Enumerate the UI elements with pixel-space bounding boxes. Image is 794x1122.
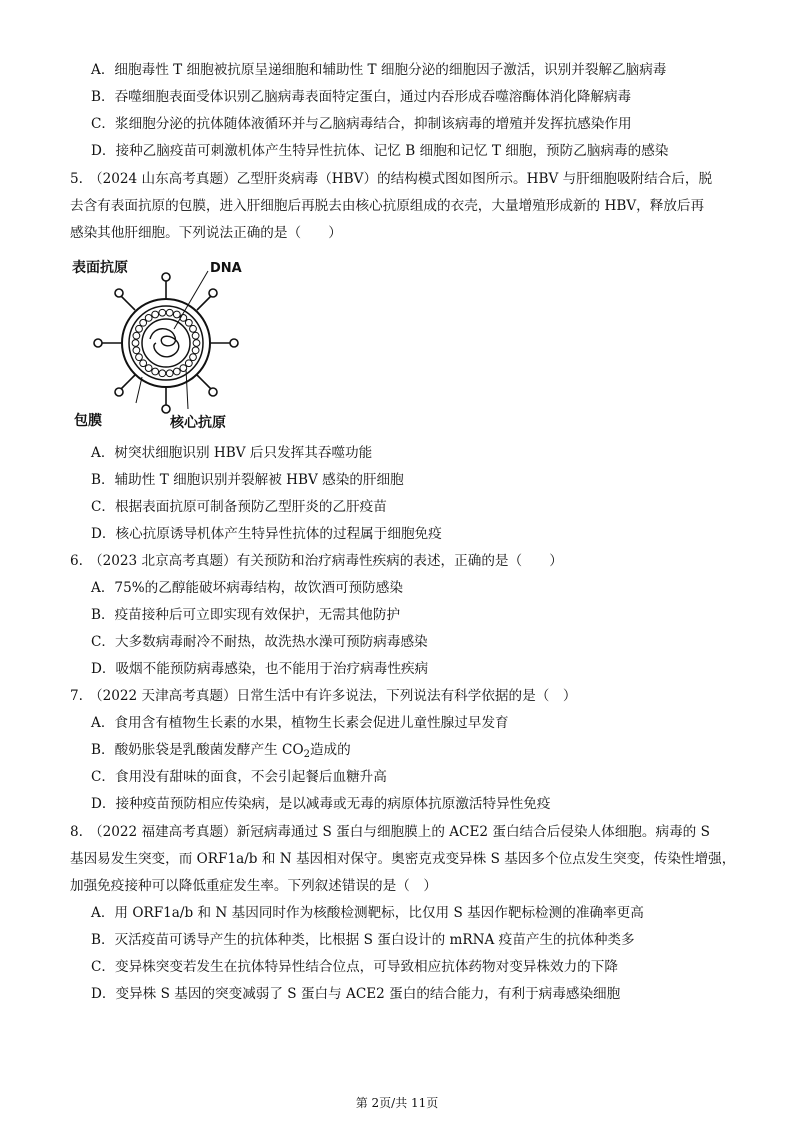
option-label: A．: [91, 445, 115, 461]
question-number: 5.: [70, 171, 83, 187]
q7-option-a: [91, 713, 509, 733]
q6-stem: [70, 551, 563, 571]
core-antigen-bead: [159, 370, 166, 377]
question-source: （2022 天津高考真题）: [88, 688, 237, 704]
core-antigen-bead: [166, 370, 173, 377]
label-envelope: 包膜: [74, 413, 102, 429]
option-text: 变异株 S 基因的突变减弱了 S 蛋白与 ACE2 蛋白的结合能力，有利于病毒感染细胞: [115, 986, 621, 1002]
core-antigen-bead: [152, 368, 159, 375]
option-text: 浆细胞分泌的抗体随体液循环并与乙脑病毒结合，抑制该病毒的增殖并发挥抗感染作用: [115, 116, 632, 132]
core-antigen-bead: [132, 340, 139, 347]
core-antigen-bead: [140, 360, 147, 367]
option-text: 辅助性 T 细胞识别并裂解被 HBV 感染的肝细胞: [114, 472, 404, 488]
question-number: 6.: [70, 553, 83, 569]
capsid-inner-circle: [142, 319, 190, 367]
q4-option-a: [91, 60, 666, 80]
q6-option-a: [91, 578, 403, 598]
core-antigen-bead: [152, 311, 159, 318]
core-antigen-bead: [173, 368, 180, 375]
core-antigen-bead: [133, 332, 140, 339]
q8-option-a: [91, 903, 644, 923]
option-label: A．: [91, 905, 115, 921]
core-antigen-bead: [145, 365, 152, 372]
core-antigen-bead: [190, 354, 197, 361]
subscript: 2: [303, 749, 310, 760]
surface-antigen-pointer: [128, 271, 164, 275]
option-text: 食用含有植物生长素的水果，植物生长素会促进儿童性腺过早发育: [114, 715, 509, 731]
q8-stem-line-1: [70, 822, 710, 842]
core-antigen-bead: [133, 347, 140, 354]
option-label: B．: [91, 89, 115, 105]
option-text: 细胞毒性 T 细胞被抗原呈递细胞和辅助性 T 细胞分泌的细胞因子激活，识别并裂解乙脑病毒: [114, 62, 667, 78]
option-label: A．: [91, 715, 115, 731]
q8-stem-line-2: 基因易发生突变，而 ORF1a/b 和 N 基因相对保守。奥密克戎变异株 S 基因多个位点发生突变，传染性增强，: [70, 851, 736, 867]
option-label: B．: [91, 932, 115, 948]
question-stem: 新冠病毒通过 S 蛋白与细胞膜上的 ACE2 蛋白结合后侵染人体细胞。病毒的 S: [236, 824, 710, 840]
q7-option-c: [91, 767, 387, 787]
core-antigen-bead: [136, 354, 143, 361]
label-core-antigen: 核心抗原: [170, 415, 226, 431]
q8-option-b: [91, 930, 635, 950]
q5-option-a: [91, 443, 372, 463]
question-stem: 乙型肝炎病毒（HBV）的结构模式图如图所示。HBV 与肝细胞吸附结合后，脱: [236, 171, 713, 187]
q5-stem-line-2: 去含有表面抗原的包膜，进入肝细胞后再脱去由核心抗原组成的衣壳，大量增殖形成新的 HBV，释放后再: [70, 198, 705, 214]
q7-option-d: [91, 794, 551, 814]
option-text: 吞噬细胞表面受体识别乙脑病毒表面特定蛋白，通过内吞形成吞噬溶酶体消化降解病毒: [114, 89, 632, 105]
hbv-structure-diagram: [70, 255, 260, 435]
q7-stem: [70, 686, 577, 706]
q5-option-b: [91, 470, 404, 490]
option-text: 酸奶胀袋是乳酸菌发酵产生 CO: [114, 742, 304, 758]
core-antigen-bead: [145, 315, 152, 322]
q8-option-d: [91, 984, 620, 1004]
question-stem: 日常生活中有许多说法，下列说法有科学依据的是（ ）: [236, 688, 577, 704]
q6-option-d: [91, 659, 428, 679]
core-antigen-bead: [173, 311, 180, 318]
question-number: 7.: [70, 688, 83, 704]
option-label: C．: [91, 769, 115, 785]
core-antigen-bead: [193, 340, 200, 347]
core-antigen-bead: [192, 332, 199, 339]
option-text: 食用没有甜味的面食，不会引起餐后血糖升高: [115, 769, 387, 785]
option-text: 接种疫苗预防相应传染病，是以减毒或无毒的病原体抗原激活特异性免疫: [115, 796, 551, 812]
option-text: 吸烟不能预防病毒感染，也不能用于治疗病毒性疾病: [115, 661, 429, 677]
option-label: A．: [91, 62, 115, 78]
option-text-tail: 造成的: [309, 742, 351, 758]
core-antigen-bead: [140, 319, 147, 326]
core-antigen-bead: [136, 325, 143, 332]
core-antigen-bead: [192, 347, 199, 354]
option-text: 大多数病毒耐冷不耐热，故洗热水澡可预防病毒感染: [115, 634, 428, 650]
option-label: C．: [91, 116, 115, 132]
q6-option-c: [91, 632, 428, 652]
option-text: 核心抗原诱导机体产生特异性抗体的过程属于细胞免疫: [115, 526, 442, 542]
core-antigen-bead: [185, 360, 192, 367]
q4-option-c: [91, 114, 632, 134]
question-source: （2022 福建高考真题）: [88, 824, 237, 840]
page-footer: 第 2页/共 11页: [355, 1096, 439, 1110]
question-number: 8.: [70, 824, 83, 840]
question-source: （2023 北京高考真题）: [88, 553, 237, 569]
q5-stem-line-1: [70, 169, 712, 189]
option-label: C．: [91, 499, 115, 515]
q5-stem-line-3: 感染其他肝细胞。下列说法正确的是（ ）: [70, 225, 342, 241]
option-label: D．: [91, 526, 116, 542]
core-antigen-bead: [166, 309, 173, 316]
q8-option-c: [91, 957, 618, 977]
q7-option-b: [91, 740, 351, 765]
question-stem: 有关预防和治疗病毒性疾病的表述，正确的是（ ）: [236, 553, 563, 569]
option-text: 疫苗接种后可立即实现有效保护，无需其他防护: [114, 607, 401, 623]
option-label: C．: [91, 959, 115, 975]
option-text: 树突状细胞识别 HBV 后只发挥其吞噬功能: [114, 445, 373, 461]
q6-option-b: [91, 605, 400, 625]
option-text: 根据表面抗原可制备预防乙型肝炎的乙肝疫苗: [115, 499, 387, 515]
q4-option-d: [91, 141, 668, 161]
option-label: B．: [91, 607, 115, 623]
core-antigen-bead: [190, 325, 197, 332]
label-dna: DNA: [210, 261, 242, 276]
option-label: D．: [91, 661, 116, 677]
label-surface-antigen: 表面抗原: [72, 260, 128, 276]
option-text: 接种乙脑疫苗可刺激机体产生特异性抗体、记忆 B 细胞和记忆 T 细胞，预防乙脑病毒的感染: [115, 143, 669, 159]
q8-stem-line-3: 加强免疫接种可以降低重症发生率。下列叙述错误的是（ ）: [70, 878, 438, 894]
option-label: A．: [91, 580, 115, 596]
question-source: （2024 山东高考真题）: [88, 171, 237, 187]
envelope-pointer: [136, 377, 142, 403]
option-text: 变异株突变若发生在抗体特异性结合位点，可导致相应抗体药物对变异株效力的下降: [115, 959, 618, 975]
option-label: B．: [91, 742, 115, 758]
option-label: D．: [91, 143, 116, 159]
option-text: 75%的乙醇能破坏病毒结构，故饮酒可预防感染: [114, 580, 403, 596]
option-label: C．: [91, 634, 115, 650]
q5-option-d: [91, 524, 442, 544]
option-label: B．: [91, 472, 115, 488]
option-text: 灭活疫苗可诱导产生的抗体种类，比根据 S 蛋白设计的 mRNA 疫苗产生的抗体种类多: [114, 932, 635, 948]
option-label: D．: [91, 796, 116, 812]
core-antigen-bead: [185, 319, 192, 326]
q4-option-b: [91, 87, 631, 107]
option-text: 用 ORF1a/b 和 N 基因同时作为核酸检测靶标，比仅用 S 基因作靶标检测的准确率更高: [114, 905, 644, 921]
q5-option-c: [91, 497, 387, 517]
core-antigen-bead: [159, 309, 166, 316]
option-label: D．: [91, 986, 116, 1002]
